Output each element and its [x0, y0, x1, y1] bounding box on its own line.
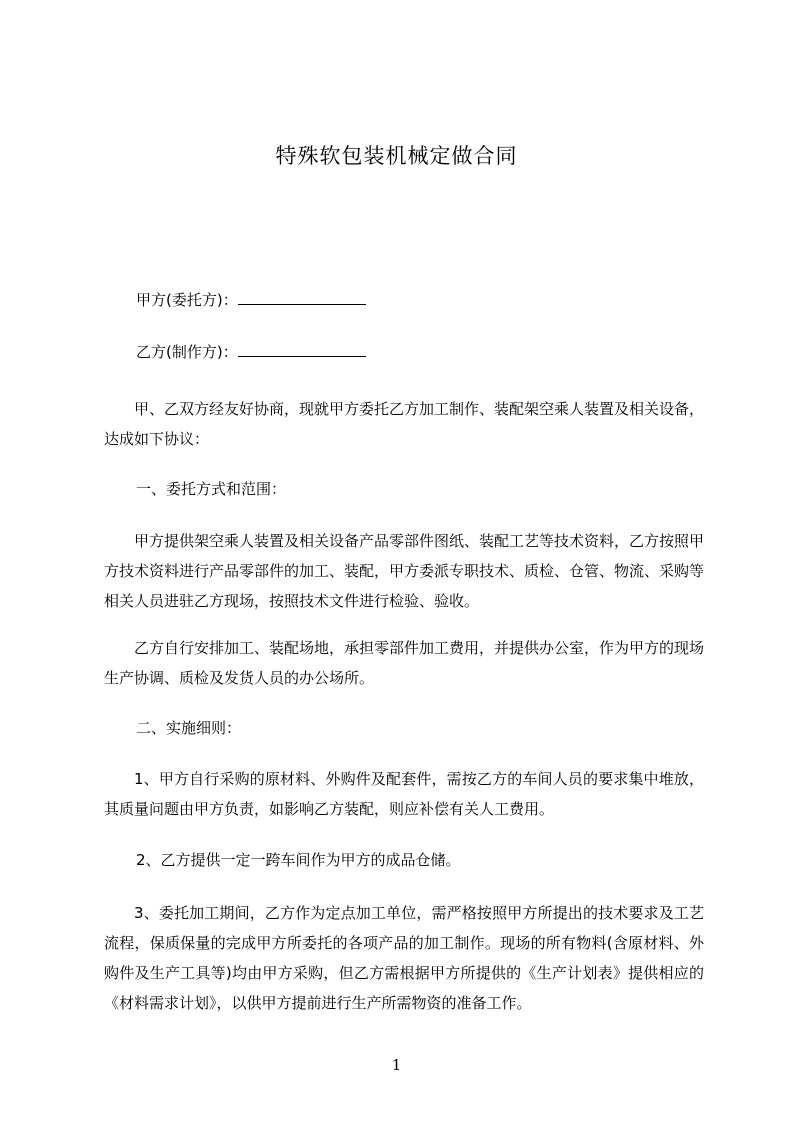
- section1-paragraph-2: 乙方自行安排加工、装配场地，承担零部件加工费用，并提供办公室，作为甲方的现场生产协调、质检及发货人员的办公场所。: [104, 639, 705, 687]
- intro-paragraph: 甲、乙双方经友好协商，现就甲方委托乙方加工制作、装配架空乘人装置及相关设备，达成如下协议：: [104, 400, 705, 448]
- section2-heading: 二、实施细则：: [136, 719, 242, 737]
- section2-item-1: 1、甲方自行采购的原材料、外购件及配套件，需按乙方的车间人员的要求集中堆放，其质量问题由甲方负责，如影响乙方装配，则应补偿有关人工费用。: [104, 770, 704, 818]
- party-b-label: 乙方(制作方)：: [136, 343, 238, 361]
- document-title: 特殊软包装机械定做合同: [275, 144, 518, 168]
- party-a-label: 甲方(委托方)：: [136, 291, 238, 309]
- party-a-blank[interactable]: [238, 290, 366, 305]
- party-b-line: [136, 342, 366, 362]
- page-number: 1: [391, 1056, 402, 1074]
- section2-item-2: 2、乙方提供一定一跨车间作为甲方的成品仓储。: [136, 851, 461, 869]
- party-a-line: [136, 290, 366, 310]
- section1-paragraph-1: 甲方提供架空乘人装置及相关设备产品零部件图纸、装配工艺等技术资料，乙方按照甲方技术资料进行产品零部件的加工、装配，甲方委派专职技术、质检、仓管、物流、采购等相关人员进驻乙方现场，按照技术文件进行检验、验收。: [104, 532, 705, 610]
- section1-heading: 一、委托方式和范围：: [136, 480, 287, 498]
- party-b-blank[interactable]: [238, 342, 366, 357]
- section2-item-3: 3、委托加工期间，乙方作为定点加工单位，需严格按照甲方所提出的技术要求及工艺流程，保质保量的完成甲方所委托的各项产品的加工制作。现场的所有物料(含原材料、外购件及生产工具等)均由甲方采购，但乙方需根据甲方所提供的《生产计划表》提供相应的《材料需求计划》，以供甲方提前进行生产所需物资的准备工作。: [104, 904, 704, 1012]
